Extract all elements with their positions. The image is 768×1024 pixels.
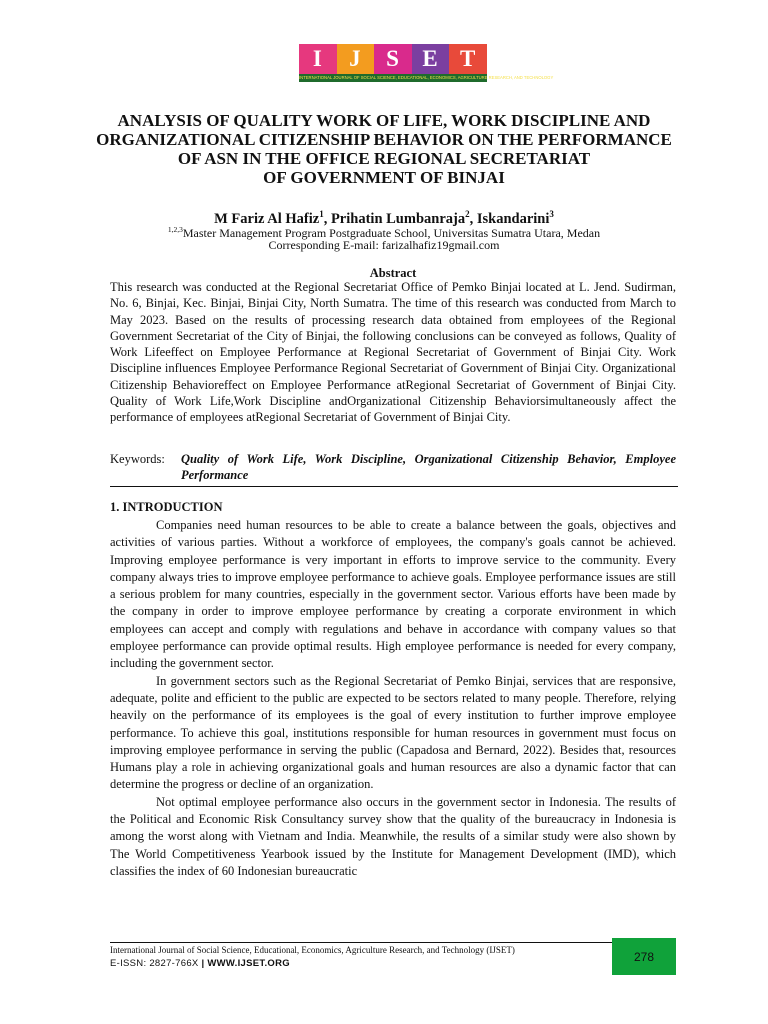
author-list: M Fariz Al Hafiz$^1$, Prihatin Lumbanraja$^2$, Iskandarini$^3$ xyxy=(214,209,554,227)
footer-journal: International Journal of Social Science, Educational, Economics, Agriculture Research, and Technology (IJSET) xyxy=(110,945,515,955)
paper-title xyxy=(70,111,698,187)
author-sup: 1 xyxy=(319,209,324,219)
footer-separator: | xyxy=(198,958,208,969)
keywords xyxy=(110,451,676,483)
paragraph: Companies need human resources to be able to create a balance between the goals, objectives and activities of various parties. Without a workforce of employees, the company's goals cannot be achieved. Improving employee performance is very important in efforts to improve service to the community. Every company always tries to improve employee performance to achieve goals. Employee performance issues are still a serious problem for many countries, especially in the government sector. Various efforts have been made by the company in order to improve employee performance by creating a corporate environment in which employees can accept and comply with regulations and behave in accordance with company values so that employee performance can provide optimal results. High employee performance is needed for every company, including the government sector. xyxy=(110,518,676,671)
abstract-text: This research was conducted at the Regional Secretariat Office of Pemko Binjai located at L. Jend. Sudirman, No. 6, Binjai, Kec. Binjai, Binjai City, North Sumatra. The time of this research was conducted from March to May 2023. Based on the results of processing research data obtained from employees of the Regional Government Secretariat of the City of Binjai, the following conclusions can be conveyed as follows, Quality of Work Lifeeffect on Employee Performance at Regional Secretariat of Government of Binjai City. Work Discipline influences Employee Performance Regional Secretariat of Government of Binjai City. Organizational Citizenship Behavioreffect on Employee Performance atRegional Secretariat of Government of Binjai City. Quality of Work Life,Work Discipline andOrganizational Citizenship Behaviorsimultaneously affect the performance of employees atRegional Secretariat of Government of Binjai City. xyxy=(110,280,676,425)
keywords-label: Keywords: xyxy=(110,452,165,466)
corresponding-email: Corresponding E-mail: farizalhafiz19gmail.com xyxy=(268,238,500,252)
paragraph: Not optimal employee performance also occurs in the government sector in Indonesia. The results of the Political and Economic Risk Consultancy survey show that the quality of the bureaucracy in Indonesia is among the worst along with Vietnam and India. Meanwhile, the results of a similar study were also shown by The World Competitiveness Yearbook issued by the Institute for Management Development (IMD), which classifies the index of 60 Indonesian bureaucratic xyxy=(110,794,676,878)
keywords-text: Quality of Work Life, Work Discipline, Organizational Citizenship Behavior, Employee Performance xyxy=(181,452,676,482)
logo-letter: T xyxy=(449,44,487,74)
author-name: Iskandarini xyxy=(476,210,550,227)
logo-band: INTERNATIONAL JOURNAL OF SOCIAL SCIENCE, EDUCATIONAL, ECONOMICS, AGRICULTURE RESEARCH, AND TECHNOLOGY xyxy=(299,75,554,80)
page-number: 278 xyxy=(612,938,676,975)
logo-letter: J xyxy=(337,44,375,74)
footer-website: WWW.IJSET.ORG xyxy=(207,958,290,969)
section-divider xyxy=(110,486,678,487)
footer-issn-line xyxy=(110,958,290,969)
title-line: OF GOVERNMENT OF BINJAI xyxy=(263,168,505,187)
section-heading: 1. INTRODUCTION xyxy=(110,500,223,514)
body-text xyxy=(110,517,676,880)
logo-letter: E xyxy=(412,44,450,74)
abstract-heading: Abstract xyxy=(369,266,417,280)
author-sup: 2 xyxy=(465,209,470,219)
title-line: OF ASN IN THE OFFICE REGIONAL SECRETARIAT xyxy=(177,149,591,168)
affiliation-text: Master Management Program Postgraduate School, Universitas Sumatra Utara, Medan xyxy=(182,226,601,240)
author-name: Prihatin Lumbanraja xyxy=(330,210,466,227)
footer-issn: E-ISSN: 2827-766X xyxy=(110,958,199,969)
logo-letter: I xyxy=(299,44,337,74)
logo-letter: S xyxy=(374,44,412,74)
title-line: ANALYSIS OF QUALITY WORK OF LIFE, WORK DISCIPLINE AND xyxy=(117,111,651,130)
title-line: ORGANIZATIONAL CITIZENSHIP BEHAVIOR ON THE PERFORMANCE xyxy=(96,130,672,149)
author-sup: 3 xyxy=(549,209,554,219)
paragraph: In government sectors such as the Regional Secretariat of Pemko Binjai, services that are responsive, adequate, polite and efficient to the public are expected to be sectors related to many people. Therefore, relying heavily on the performance of its employees is the goal of every institution to further improve employee performance. To achieve this goal, institutions responsible for human resources in government must focus on improving employee performance in serving the public (Capadosa and Bernard, 2022). Besides that, resources Humans play a role in achieving organizational goals and human resources are also a dynamic factor that can determine the progress or decline of an organization. xyxy=(110,673,676,792)
logo-letters xyxy=(299,44,487,74)
affiliation-sup: 1,2,3 xyxy=(167,225,183,234)
journal-logo xyxy=(299,44,554,88)
author-name: M Fariz Al Hafiz xyxy=(214,210,320,227)
footer-divider xyxy=(110,942,612,943)
